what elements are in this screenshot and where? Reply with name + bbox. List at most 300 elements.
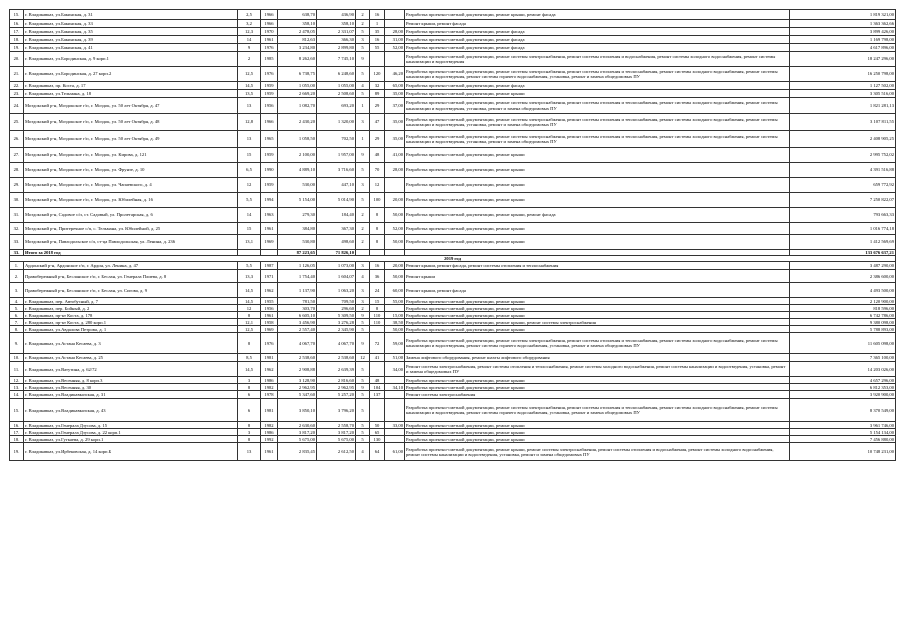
living-area-cell: 296,60 — [317, 305, 356, 312]
address-cell: Моздокский р-н, Моздокское г/п, г. Моздок, ул. Кирова, д. 121 — [24, 148, 238, 163]
total-area-cell: 530,00 — [278, 178, 317, 193]
works-list-cell: Ремонт системы электроснабжения — [405, 391, 790, 399]
floors-cell: 2 — [356, 208, 370, 223]
wear-percent-cell: 12,5 — [238, 326, 261, 333]
wear-percent-cell: 3 — [238, 429, 261, 436]
cost-cell: 2 408 905,25 — [790, 131, 896, 148]
cost-cell: 2 995 752,02 — [790, 148, 896, 163]
row-number-cell: 24. — [10, 98, 24, 114]
floors-cell: 3 — [356, 283, 370, 298]
wear-percent-cell: 2 — [238, 52, 261, 67]
living-area-cell: 702,50 — [317, 131, 356, 148]
row-number-cell: 17. — [10, 429, 24, 436]
cost-cell: 4 657 296,00 — [790, 377, 896, 384]
year-built-cell: 1961 — [261, 36, 278, 44]
wear-percent-cell: 13 — [238, 131, 261, 148]
year-built-cell: 1976 — [261, 44, 278, 52]
year-built-cell: 1958 — [261, 319, 278, 326]
floors-cell: 5 — [356, 362, 370, 377]
row-number-cell: 1. — [10, 262, 24, 270]
table-row — [10, 270, 896, 283]
works-list-cell: Разработка проектно-сметной документации, ремонт крыши — [405, 429, 790, 436]
table-row — [10, 262, 896, 270]
year-built-cell: 1966 — [261, 20, 278, 28]
floors-cell: 2 — [356, 235, 370, 250]
total-area-cell: 3 817,20 — [278, 429, 317, 436]
works-list-cell: Разработка проектно-сметной документации, ремонт крыши — [405, 148, 790, 163]
total-area-cell: 8 262,60 — [278, 52, 317, 67]
address-cell: Моздокский р-н, Моздокское г/п, г. Моздок, ул. Юбилейная, д. 16 — [24, 193, 238, 208]
living-area-cell: 693,20 — [317, 98, 356, 114]
address-cell: г. Владикавказ, ул.Весенняя, д. 30 — [24, 384, 238, 391]
living-area-cell: 2 508,60 — [317, 90, 356, 98]
cost-cell: 1 821 281,13 — [790, 98, 896, 114]
row-number-cell: 9. — [10, 333, 24, 354]
year-built-cell: 1986 — [261, 429, 278, 436]
living-area-cell: 2 331,07 — [317, 28, 356, 36]
wear-percent-cell: 13,3 — [238, 270, 261, 283]
residents-cell: 110 — [370, 319, 385, 326]
address-cell: Правобережный р-н, Бесланское г/п, г. Беслан, ул. Сигова, д. 9 — [24, 283, 238, 298]
floors-cell: 2 — [356, 223, 370, 235]
wear-value-cell: 50,00 — [385, 235, 405, 250]
works-list-cell: Разработка проектно-сметной документации, ремонт системы электроснабжения, ремонт системы отопления и теплоснабжения, ремонт системы холодного водоснабжения, ремонт системы канализации и водоотведения, установка, ремонт и замена общедомовых ПУ — [405, 114, 790, 131]
total-area-cell: 2 538,60 — [278, 354, 317, 362]
wear-value-cell: 20,00 — [385, 193, 405, 208]
year-built-cell: 1981 — [261, 354, 278, 362]
year-header: 2019 год — [10, 256, 896, 262]
residents-cell — [370, 399, 385, 422]
year-built-cell: 1966 — [261, 114, 278, 131]
wear-percent-cell: 14,5 — [238, 82, 261, 90]
row-number-cell: 32. — [10, 223, 24, 235]
living-area-cell: 1 320,00 — [317, 114, 356, 131]
row-number-cell: 18. — [10, 436, 24, 443]
wear-value-cell — [385, 178, 405, 193]
works-list-cell: Разработка проектно-сметной документации, ремонт крыши — [405, 305, 790, 312]
year-built-cell: 1986 — [261, 377, 278, 384]
total-area-cell: 384,80 — [278, 223, 317, 235]
living-area-cell: 366,30 — [317, 36, 356, 44]
address-cell: г. Владикавказ, пр. Коста, д. 17 — [24, 82, 238, 90]
row-number-cell: 7. — [10, 319, 24, 326]
total-area-cell: 6 605,10 — [278, 312, 317, 319]
address-cell: г. Владикавказ, ул.Весенняя, д. 8 корп.3 — [24, 377, 238, 384]
total-area-cell: 4 889,10 — [278, 163, 317, 178]
floors-cell: 12 — [356, 354, 370, 362]
table-row — [10, 36, 896, 44]
year-built-cell: 1971 — [261, 270, 278, 283]
row-number-cell: 10. — [10, 354, 24, 362]
wear-value-cell: 50,00 — [385, 208, 405, 223]
works-list-cell: Замена лифтового оборудования, ремонт шахты лифтового оборудования — [405, 354, 790, 362]
residents-cell: 120 — [370, 67, 385, 82]
wear-percent-cell: 8 — [238, 312, 261, 319]
table-row — [10, 163, 896, 178]
works-list-cell: Разработка проектно-сметной документации, ремонт крыши — [405, 235, 790, 250]
year-built-cell: 1976 — [261, 333, 278, 354]
works-list-cell: Разработка проектно-сметной документации, ремонт системы электроснабжения, ремонт системы отопления и теплоснабжения, ремонт системы холодного водоснабжения, ремонт системы канализации и водоотведения, ремонт системы горячего водоснабжения, установка, ремонт и замена общедомовых ПУ — [405, 399, 790, 422]
total-area-cell: 5 675,00 — [278, 436, 317, 443]
address-cell: Правобережный р-н, Бесланское г/п, г. Беслан, ул. Генерала Плиева, д. 8 — [24, 270, 238, 283]
row-number-cell: 16. — [10, 422, 24, 429]
row-number-cell: 17. — [10, 28, 24, 36]
total-area-cell: 530,80 — [278, 235, 317, 250]
wear-percent-cell: 8 — [238, 422, 261, 429]
year-built-cell: 1992 — [261, 436, 278, 443]
floors-cell: 5 — [356, 436, 370, 443]
floors-cell: 2 — [356, 20, 370, 28]
total-area-cell: 1 058,50 — [278, 131, 317, 148]
wear-percent-cell: 9 — [238, 44, 261, 52]
table-row — [10, 399, 896, 422]
residents-cell: 24 — [370, 283, 385, 298]
works-list-cell: Разработка проектно-сметной документации, ремонт фасада — [405, 36, 790, 44]
total-area-cell: 2 557,40 — [278, 326, 317, 333]
wear-percent-cell: 2,5 — [238, 10, 261, 20]
row-number-cell: 6. — [10, 312, 24, 319]
cost-cell: 16 250 798,00 — [790, 67, 896, 82]
living-area-cell: 358,10 — [317, 20, 356, 28]
table-row — [10, 178, 896, 193]
table-row — [10, 384, 896, 391]
total-area-cell: 4 067,70 — [278, 333, 317, 354]
year-built-cell: 1976 — [261, 67, 278, 82]
floors-cell: 5 — [356, 28, 370, 36]
residents-cell: 8 — [370, 208, 385, 223]
residents-cell: 36 — [370, 270, 385, 283]
cost-cell: 8 370 549,00 — [790, 399, 896, 422]
living-area-cell: 2 816,60 — [317, 377, 356, 384]
address-cell: г. Владикавказ, ул.Бакинская, д. 31 — [24, 10, 238, 20]
residents-cell: 47 — [370, 114, 385, 131]
table-row — [10, 333, 896, 354]
works-list-cell: Разработка проектно-сметной документации, ремонт системы электроснабжения, ремонт системы отопления и водоснабжения, ремонт системы холодного водоснабжения, ремонт системы канализации и водоотведения — [405, 52, 790, 67]
cost-cell: 7 250 822,07 — [790, 193, 896, 208]
living-area-cell: 1 073,00 — [317, 262, 356, 270]
residents-cell: 15 — [370, 298, 385, 305]
year-built-cell: 1959 — [261, 82, 278, 90]
wear-percent-cell: 8 — [238, 384, 261, 391]
address-cell: г. Владикавказ, пр-кт Коста, д. 280 корп.1 — [24, 319, 238, 326]
wear-value-cell: 33,00 — [385, 422, 405, 429]
row-number-cell: 19. — [10, 44, 24, 52]
residents-cell: 110 — [370, 312, 385, 319]
address-cell: г. Владикавказ, ул.Генерала Дзусова, д. 15 — [24, 422, 238, 429]
wear-value-cell — [385, 436, 405, 443]
living-area-cell: 5 257,20 — [317, 391, 356, 399]
wear-percent-cell: 12 — [238, 305, 261, 312]
total-area-cell: 358,10 — [278, 20, 317, 28]
total-area-cell: 3 850,10 — [278, 399, 317, 422]
table-row — [10, 52, 896, 67]
works-list-cell: Разработка проектно-сметной документации, ремонт крыши — [405, 193, 790, 208]
cost-cell: 18 247 296,00 — [790, 52, 896, 67]
table-row — [10, 436, 896, 443]
living-area-cell: 2 962,95 — [317, 384, 356, 391]
table-row — [10, 114, 896, 131]
cost-cell: 4 617 896,00 — [790, 44, 896, 52]
wear-value-cell — [385, 52, 405, 67]
residents-cell: 89 — [370, 90, 385, 98]
wear-value-cell — [385, 429, 405, 436]
table-row — [10, 44, 896, 52]
cost-cell: 1 363 362,66 — [790, 20, 896, 28]
living-area-cell: 447,10 — [317, 178, 356, 193]
floors-cell: 5 — [356, 391, 370, 399]
address-cell: г. Владикавказ, ул.Астана Кесаева, д. 3 — [24, 333, 238, 354]
wear-percent-cell: 14,5 — [238, 362, 261, 377]
cost-cell: 9 380 098,00 — [790, 319, 896, 326]
address-cell: г. Владикавказ, ул.Бородинская, д. 27 корп.2 — [24, 67, 238, 82]
table-row — [10, 362, 896, 377]
row-number-cell: 5. — [10, 305, 24, 312]
repair-program-table — [9, 9, 896, 461]
register-sheet — [9, 9, 895, 461]
living-area-cell: 3 796,20 — [317, 399, 356, 422]
wear-value-cell: 34,10 — [385, 384, 405, 391]
total-area-cell: 781,50 — [278, 298, 317, 305]
wear-percent-cell: 15 — [238, 223, 261, 235]
works-list-cell: Ремонт крыши — [405, 270, 790, 283]
row-number-cell: 26. — [10, 131, 24, 148]
works-list-cell: Разработка проектно-сметной документации, ремонт крыши, ремонт системы электроснабжения, ремонт системы отопления и водоснабжения, ремонт системы холодного водоснабжения, ремонт системы канализации и водоотведения, установка, ремонт и замена общедомовых ПУ — [405, 443, 790, 461]
year-built-cell: 1962 — [261, 283, 278, 298]
residents-cell: 16 — [370, 36, 385, 44]
row-number-cell: 13. — [10, 384, 24, 391]
floors-cell: 3 — [356, 36, 370, 44]
wear-value-cell: 60,00 — [385, 283, 405, 298]
living-area-cell: 1 055,00 — [317, 82, 356, 90]
total-area-cell: 812,63 — [278, 36, 317, 44]
address-cell: Моздокский р-н, Моздокское г/п, г. Моздок, ул. 50 лет Октября, д. 48 — [24, 114, 238, 131]
wear-percent-cell: 3,2 — [238, 20, 261, 28]
address-cell: Моздокский р-н, Павлодольское с/п, ст-ца Павлодольская, ул. Ленина, д. 236 — [24, 235, 238, 250]
residents-cell: 16 — [370, 10, 385, 20]
floors-cell: 9 — [356, 384, 370, 391]
table-row — [10, 235, 896, 250]
wear-percent-cell: 6 — [238, 399, 261, 422]
wear-value-cell — [385, 10, 405, 20]
row-number-cell: 18. — [10, 36, 24, 44]
wear-value-cell: 52,00 — [385, 44, 405, 52]
wear-value-cell: 55,00 — [385, 298, 405, 305]
table-row — [10, 67, 896, 82]
living-area-cell: 436,90 — [317, 10, 356, 20]
residents-cell: 100 — [370, 193, 385, 208]
table-row — [10, 90, 896, 98]
floors-cell: 4 — [356, 270, 370, 283]
cost-cell: 4 493 500,00 — [790, 283, 896, 298]
residents-cell: 70 — [370, 163, 385, 178]
living-area-cell: 5 309,50 — [317, 312, 356, 319]
works-list-cell: Разработка проектно-сметной документации, ремонт системы электроснабжения, ремонт системы отопления и теплоснабжения, ремонт системы холодного водоснабжения, ремонт системы канализации и водоотведения, ремонт системы горячего водоснабжения, установка, ремонт и замена общедомовых ПУ — [405, 333, 790, 354]
cost-cell: 3 305 516,00 — [790, 90, 896, 98]
works-list-cell: Разработка проектно-сметной документации, ремонт крыши — [405, 90, 790, 98]
floors-cell: 9 — [356, 312, 370, 319]
address-cell: г. Владикавказ, ул.Бакинская, д. 39 — [24, 36, 238, 44]
floors-cell: 5 — [356, 67, 370, 82]
year-built-cell: 1956 — [261, 98, 278, 114]
row-number-cell: 19. — [10, 443, 24, 461]
table-row — [10, 223, 896, 235]
works-list-cell: Разработка проектно-сметной документации, ремонт крыши, ремонт фасада — [405, 208, 790, 223]
floors-cell: 3 — [356, 114, 370, 131]
living-area-cell: 5 014,90 — [317, 193, 356, 208]
cost-cell: 14 203 026,00 — [790, 362, 896, 377]
residents-cell: 8 — [370, 235, 385, 250]
cost-cell: 11 605 098,00 — [790, 333, 896, 354]
cost-cell: 793 663,33 — [790, 208, 896, 223]
table-row — [10, 443, 896, 461]
address-cell: г. Владикавказ, ул.Бородинская, д. 9 корп.1 — [24, 52, 238, 67]
works-list-cell: Разработка проектно-сметной документации, ремонт крыши — [405, 326, 790, 333]
floors-cell: 5 — [356, 90, 370, 98]
wear-value-cell: 51,00 — [385, 354, 405, 362]
address-cell: г. Владикавказ, ул.Владикавказская, д. 43 — [24, 399, 238, 422]
residents-cell — [370, 362, 385, 377]
total-area-cell: 638,70 — [278, 10, 317, 20]
table-row — [10, 305, 896, 312]
row-number-cell: 33. — [10, 235, 24, 250]
cost-cell: 10 748 231,00 — [790, 443, 896, 461]
year-built-cell: 1985 — [261, 52, 278, 67]
year-built-cell: 1963 — [261, 208, 278, 223]
year-built-cell: 1978 — [261, 391, 278, 399]
row-number-cell: 21. — [10, 67, 24, 82]
row-number-cell: 11. — [10, 362, 24, 377]
wear-value-cell — [385, 377, 405, 384]
cost-cell: 2 386 600,00 — [790, 270, 896, 283]
floors-cell: 3 — [356, 178, 370, 193]
residents-cell: 137 — [370, 391, 385, 399]
living-area-cell: 2 538,60 — [317, 354, 356, 362]
year-built-cell: 1987 — [261, 262, 278, 270]
total-area-cell: 303,70 — [278, 305, 317, 312]
residents-cell: 50 — [370, 422, 385, 429]
works-list-cell: Разработка проектно-сметной документации, ремонт системы электроснабжения, ремонт системы отопления и теплоснабжения, ремонт системы холодного водоснабжения, ремонт системы канализации и водоотведения, ремонт системы горячего водоснабжения, установка, ремонт и замена общедомовых ПУ — [405, 67, 790, 82]
address-cell: г. Владикавказ, ул.Авдалова Петрова, д. 1 — [24, 326, 238, 333]
works-list-cell: Разработка проектно-сметной документации, ремонт фасада — [405, 44, 790, 52]
address-cell: Моздокский р-н, Садовое с/п, ст. Садовый, ул. Пролетарская, д. 6 — [24, 208, 238, 223]
total-area-cell: 2 630,60 — [278, 422, 317, 429]
works-list-cell: Разработка проектно-сметной документации, ремонт крыши — [405, 312, 790, 319]
floors-cell: 5 — [356, 429, 370, 436]
row-number-cell: 16. — [10, 20, 24, 28]
address-cell: г. Владикавказ, ул.Бакинская, д. 33 — [24, 20, 238, 28]
floors-cell: 3 — [356, 262, 370, 270]
row-number-cell: 15. — [10, 399, 24, 422]
table-row — [10, 283, 896, 298]
total-area-cell: 2 669,20 — [278, 90, 317, 98]
works-list-cell: Ремонт крыши, ремонт фасада, ремонт системы отопления и теплоснабжения — [405, 262, 790, 270]
floors-cell: 4 — [356, 443, 370, 461]
year-built-cell: 1959 — [261, 178, 278, 193]
works-list-cell: Разработка проектно-сметной документации, ремонт крыши — [405, 178, 790, 193]
table-row — [10, 429, 896, 436]
residents-cell: 55 — [370, 44, 385, 52]
floors-cell: 5 — [356, 163, 370, 178]
total-area-cell: 87 223,65 — [278, 250, 317, 256]
floors-cell: 5 — [356, 377, 370, 384]
cost-cell: 133 676 637,21 — [790, 250, 896, 256]
year-built-cell: 1961 — [261, 223, 278, 235]
residents-cell: 48 — [370, 148, 385, 163]
total-area-cell: 1 137,90 — [278, 283, 317, 298]
wear-percent-cell: 13 — [238, 443, 261, 461]
residents-cell: 35 — [370, 28, 385, 36]
cost-cell: 6 812 353,00 — [790, 384, 896, 391]
wear-value-cell: 28,00 — [385, 163, 405, 178]
cost-cell: 4 391 516,88 — [790, 163, 896, 178]
wear-value-cell: 52,00 — [385, 223, 405, 235]
wear-percent-cell: 12 — [238, 178, 261, 193]
residents-cell: 65 — [370, 429, 385, 436]
year-built-cell: 1982 — [261, 384, 278, 391]
total-area-cell: 2 100,00 — [278, 148, 317, 163]
row-number-cell: 12. — [10, 377, 24, 384]
cost-cell: 1 819 321,00 — [790, 10, 896, 20]
year-built-cell: 1990 — [261, 163, 278, 178]
wear-percent-cell: 5,5 — [238, 262, 261, 270]
wear-percent-cell: 14,5 — [238, 298, 261, 305]
residents-cell: 41 — [370, 354, 385, 362]
residents-cell: 8 — [370, 305, 385, 312]
wear-percent-cell: 13 — [238, 98, 261, 114]
works-list-cell: Разработка проектно-сметной документации, ремонт крыши — [405, 298, 790, 305]
row-number-cell: 29. — [10, 178, 24, 193]
cost-cell: 3 487 290,00 — [790, 262, 896, 270]
living-area-cell: 7 745,10 — [317, 52, 356, 67]
table-row — [10, 391, 896, 399]
living-area-cell: 709,50 — [317, 298, 356, 305]
wear-value-cell: 59,00 — [385, 333, 405, 354]
residents-cell — [370, 52, 385, 67]
year-built-cell: 1962 — [261, 362, 278, 377]
wear-value-cell: 20,00 — [385, 262, 405, 270]
address-cell: Моздокский р-н, Моздокское г/п, г. Моздок, ул. Чапаевского, д. 4 — [24, 178, 238, 193]
floors-cell: 5 — [356, 422, 370, 429]
wear-value-cell: 34,00 — [385, 362, 405, 377]
year-built-cell: 1982 — [261, 422, 278, 429]
cost-cell: 1 412 569,69 — [790, 235, 896, 250]
address-cell: г. Владикавказ, ул.Тельмана, д. 18 — [24, 90, 238, 98]
row-number-cell: 4. — [10, 298, 24, 305]
residents-cell: 12 — [370, 178, 385, 193]
works-list-cell: Ремонт крыши, ремонт фасада — [405, 20, 790, 28]
table-body — [10, 10, 896, 461]
year-built-cell: 1955 — [261, 298, 278, 305]
floors-cell: 3 — [356, 298, 370, 305]
works-list-cell: Ремонт крыши, ремонт фасада — [405, 283, 790, 298]
row-number-cell: 27. — [10, 148, 24, 163]
works-list-cell: Разработка проектно-сметной документации, ремонт крыши — [405, 377, 790, 384]
floors-cell: 9 — [356, 148, 370, 163]
address-cell: Моздокский р-н, Моздокское г/п, г. Моздок, ул. Фрунзе, д. 10 — [24, 163, 238, 178]
wear-percent-cell: 8 — [238, 333, 261, 354]
table-row — [10, 20, 896, 28]
address-cell: г. Владикавказ, ул.Ирбековская, д. 14 корп.Б — [24, 443, 238, 461]
row-number-cell: 14. — [10, 391, 24, 399]
wear-percent-cell: 8 — [238, 436, 261, 443]
cost-cell: 7 365 100,00 — [790, 354, 896, 362]
total-area-cell: 1 055,00 — [278, 82, 317, 90]
table-row — [10, 82, 896, 90]
address-cell: г. Владикавказ, ул.Бакинская, д. 41 — [24, 44, 238, 52]
total-area-cell: 2 908,88 — [278, 362, 317, 377]
row-number-cell: 15. — [10, 10, 24, 20]
address-cell: г. Владикавказ, пер. Бойный, д. 2 — [24, 305, 238, 312]
